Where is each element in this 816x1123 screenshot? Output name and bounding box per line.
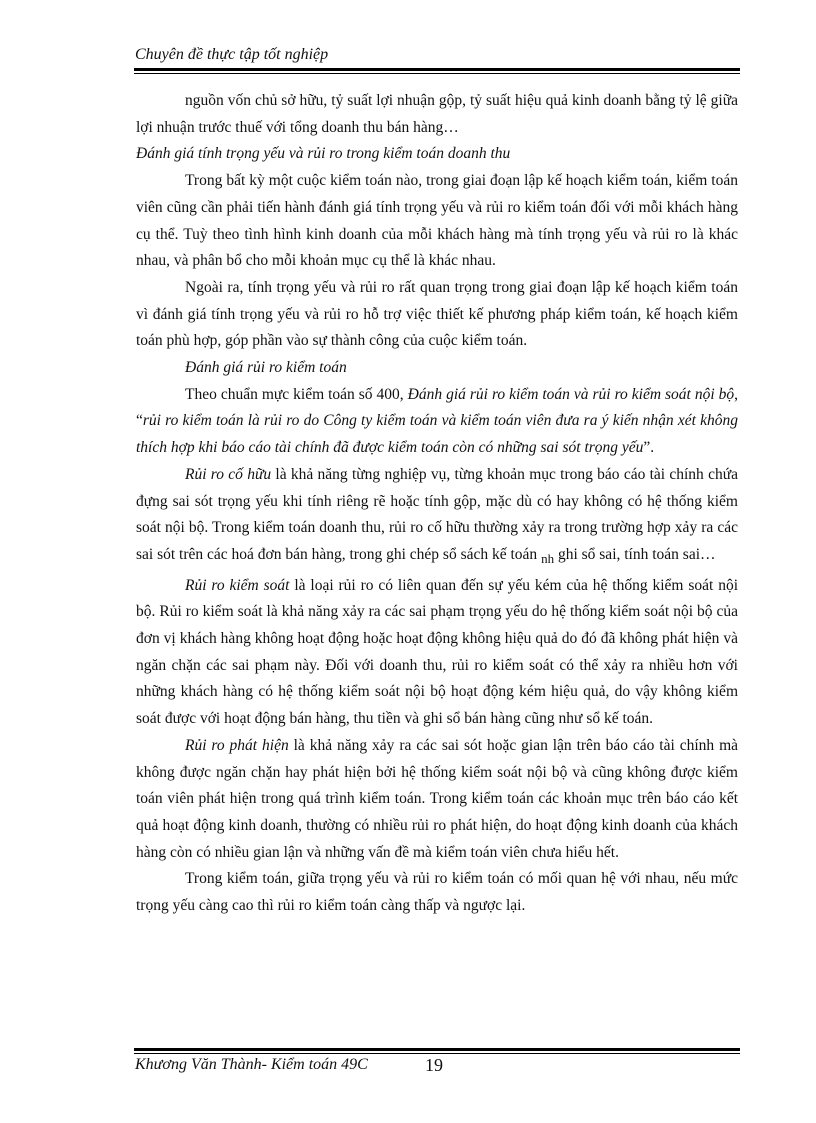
document-body (136, 88, 738, 920)
standard-title: Đánh giá rủi ro kiểm toán và rủi ro kiểm soát nội bộ (407, 385, 735, 403)
term-control-risk: Rủi ro kiểm soát (185, 576, 290, 594)
risk-definition-quote: rủi ro kiểm toán là rủi ro do Công ty kiểm toán và kiểm toán viên đưa ra ý kiến nhận xét không thích hợp khi báo cáo tài chính đã được kiểm toán còn có những sai sót trọng yếu (136, 412, 738, 457)
header-rule-thin (134, 73, 740, 74)
text: , “ (136, 385, 738, 430)
footer-rule-thick (134, 1048, 740, 1051)
paragraph-inherent-risk (136, 462, 738, 573)
paragraph-intro: nguồn vốn chủ sở hữu, tỷ suất lợi nhuận gộp, tỷ suất hiệu quả kinh doanh bằng tỷ lệ giữa lợi nhuận trước thuế với tổng doanh thu bán hàng… (136, 92, 738, 136)
text: ghi sổ sai, tính toán sai… (554, 545, 716, 563)
term-detection-risk: Rủi ro phát hiện (185, 736, 289, 754)
paragraph-materiality-2: Ngoài ra, tính trọng yếu và rủi ro rất quan trọng trong giai đoạn lập kế hoạch kiểm toán vì đánh giá tính trọng yếu và rủi ro hỗ trợ việc thiết kế phương pháp kiểm toán, kế hoạch kiểm toán phù hợp, góp phần vào sự thành công của cuộc kiểm toán. (136, 278, 738, 350)
paragraph-detection-risk (136, 733, 738, 867)
paragraph-control-risk (136, 573, 738, 733)
footer-rule-thin (134, 1053, 740, 1054)
section-heading-audit-risk: Đánh giá rủi ro kiểm toán (185, 359, 347, 377)
text: là khả năng từng nghiệp vụ, từng khoản mục trong báo cáo tài chính chứa đựng sai sót trọng yếu khi tính riêng rẽ hoặc tính gộp, mặc dù có hay không có hệ thống kiểm soát nội bộ. Trong kiểm toán doanh thu, rủi ro cố hữu thường xảy ra trong trường hợp xảy ra các sai sót trên các hoá đơn bán hàng, trong ghi chép sổ sách kế toán (136, 465, 738, 563)
term-inherent-risk: Rủi ro cố hữu (185, 465, 272, 483)
text: ”. (643, 439, 655, 457)
running-footer: Khương Văn Thành- Kiểm toán 49C (135, 1056, 368, 1073)
text: Theo chuẩn mực kiểm toán số 400, (185, 385, 408, 403)
text: là loại rủi ro có liên quan đến sự yếu kém của hệ thống kiểm soát nội bộ. Rủi ro kiểm soát là khả năng xảy ra các sai phạm trọng yếu do hệ thống kiểm soát nội bộ của đơn vị khách hàng không hoạt động hoặc hoạt động không hiệu quả do đó đã không phát hiện và ngăn chặn các sai phạm này. Đối với doanh thu, rủi ro kiểm soát có thể xảy ra nhiều hơn với những khách hàng có hệ thống kiểm soát nội bộ hoạt động kém hiệu quả, do vậy không kiểm soát được với hoạt động bán hàng, thu tiền và ghi sổ bán hàng cũng như sổ kế toán. (136, 576, 738, 728)
text: là khả năng xảy ra các sai sót hoặc gian lận trên báo cáo tài chính mà không được ngăn chặn hay phát hiện bởi hệ thống kiểm soát nội bộ và cũng không được kiểm toán viên phát hiện trong quá trình kiểm toán. Trong kiểm toán các khoản mục trên báo cáo kết quả hoạt động kinh doanh, thường có nhiều rủi ro phát hiện, do hoạt động kinh doanh của khách hàng còn có nhiều gian lận và những vấn đề mà kiểm toán viên chưa hiểu hết. (136, 736, 738, 861)
paragraph-materiality-1: Trong bất kỳ một cuộc kiểm toán nào, trong giai đoạn lập kế hoạch kiểm toán, kiểm toán viên cũng cần phải tiến hành đánh giá tính trọng yếu và rủi ro kiểm toán đối với mỗi khách hàng cụ thể. Tuỳ theo tình hình kinh doanh của mỗi khách hàng mà tính trọng yếu và rủi ro là khác nhau, và phân bổ cho mỗi khoản mục cụ thể là khác nhau. (136, 172, 738, 270)
paragraph-conclusion: Trong kiểm toán, giữa trọng yếu và rủi ro kiểm toán có mối quan hệ với nhau, nếu mức trọng yếu càng cao thì rủi ro kiểm toán càng thấp và ngược lại. (136, 870, 738, 915)
paragraph-standard-400 (136, 382, 738, 462)
page-number: 19 (425, 1055, 443, 1075)
header-rule-thick (134, 68, 740, 71)
section-heading-materiality: Đánh giá tính trọng yếu và rủi ro trong kiểm toán doanh thu (136, 145, 511, 163)
running-header: Chuyên đề thực tập tốt nghiệp (135, 46, 329, 63)
stray-subscript: nh (541, 550, 555, 566)
